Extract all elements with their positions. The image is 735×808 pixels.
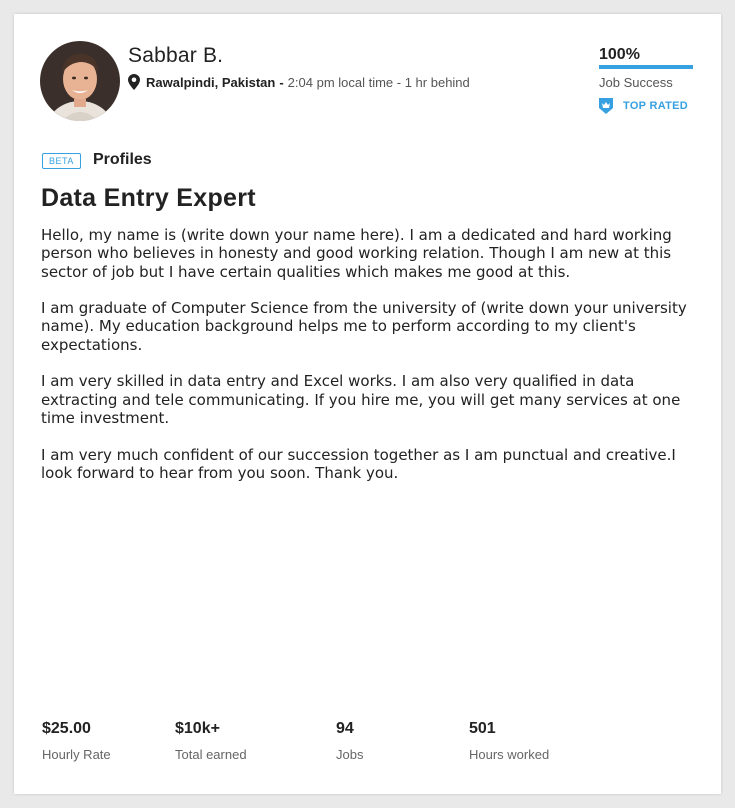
stat-jobs xyxy=(336,720,363,762)
profile-name: Sabbar B. xyxy=(128,44,224,67)
top-rated-label: TOP RATED xyxy=(623,100,689,112)
description-paragraph: I am graduate of Computer Science from the university of (write down your university name). My education background helps me to perform according to my client's expectations. xyxy=(41,299,687,354)
location-separator: - xyxy=(279,74,284,90)
avatar[interactable] xyxy=(40,41,120,121)
profile-title: Data Entry Expert xyxy=(41,184,256,212)
map-pin-icon xyxy=(128,74,140,90)
stat-label: Jobs xyxy=(336,747,364,762)
stat-hours-worked xyxy=(469,720,549,762)
job-success-percent: 100% xyxy=(599,46,640,63)
local-time: 2:04 pm local time - 1 hr behind xyxy=(287,74,470,90)
stat-value: $10k+ xyxy=(175,720,220,737)
stat-label: Total earned xyxy=(175,747,247,762)
stat-label: Hours worked xyxy=(469,747,550,762)
description-paragraph: Hello, my name is (write down your name here). I am a dedicated and hard working person who believes in honesty and good working relation. Though I am new at this sector of job but I have certain qualities which makes me good at this. xyxy=(41,226,672,281)
top-rated-badge xyxy=(599,98,688,114)
stat-hourly-rate xyxy=(42,720,111,762)
stat-label: Hourly Rate xyxy=(42,747,111,762)
job-success-bar xyxy=(599,65,693,69)
location-text: Rawalpindi, Pakistan xyxy=(146,74,276,90)
job-success-label: Job Success xyxy=(599,75,673,90)
stat-value: 501 xyxy=(469,720,496,737)
job-success-bar-fill xyxy=(599,65,693,69)
description-paragraph: I am very skilled in data entry and Excel works. I am also very qualified in data extracting and tele communicating. If you hire me, you will get many services at one time investment. xyxy=(41,372,681,427)
location-row xyxy=(128,74,470,90)
profile-card xyxy=(14,14,721,794)
description-paragraph: I am very much confident of our succession together as I am punctual and creative.I look forward to hear from you soon. Thank you. xyxy=(41,445,676,482)
stat-value: $25.00 xyxy=(42,720,91,737)
profiles-heading: Profiles xyxy=(93,151,152,168)
stat-value: 94 xyxy=(336,720,354,737)
profile-description xyxy=(41,226,701,500)
beta-badge: BETA xyxy=(42,153,81,169)
stat-total-earned xyxy=(175,720,247,762)
shield-icon xyxy=(599,98,613,114)
